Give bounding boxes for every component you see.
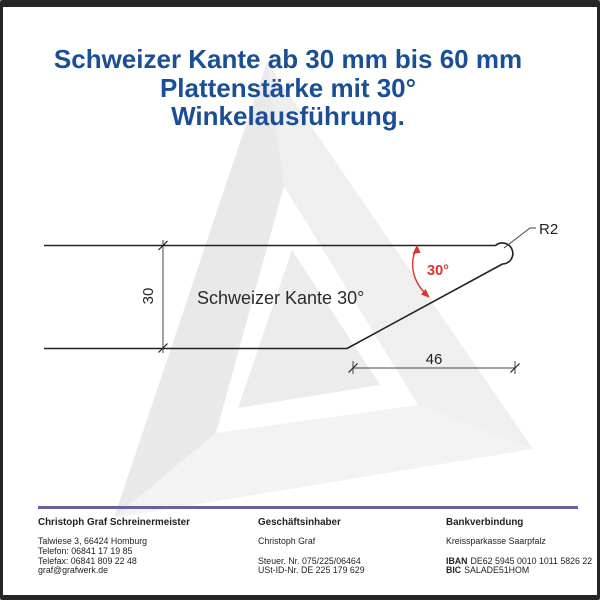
bic-value: SALADE51HOM (464, 565, 530, 576)
profile-label: Schweizer Kante 30° (197, 288, 365, 308)
owner-heading: Geschäftsinhaber (258, 517, 341, 528)
owner-name: Christoph Graf (258, 536, 316, 546)
thickness-dimension (159, 240, 168, 353)
footer-company-column (38, 517, 243, 576)
iban-value: DE62 5945 0010 1011 5826 22 (470, 555, 593, 566)
bank-heading: Bankverbindung (446, 517, 524, 528)
iban-label: IBAN (446, 555, 468, 566)
company-name: Christoph Graf Schreinermeister (38, 517, 190, 528)
page-title (0, 45, 576, 131)
bic-line (446, 566, 598, 576)
thickness-dimension-value: 30 (140, 287, 157, 305)
bic-label: BIC (446, 565, 462, 576)
company-phone: Telefon: 06841 17 19 85 (38, 545, 133, 556)
tax-number: Steuer. Nr. 075/225/06464 (258, 555, 361, 566)
company-fax: Telefax: 06841 809 22 48 (38, 555, 137, 566)
footer-bank-column (446, 517, 598, 576)
page-title-line3: Winkelausführung. (171, 101, 405, 131)
chamfer-width-dimension-value: 46 (425, 351, 443, 368)
radius-label: R2 (539, 221, 559, 238)
company-address: Talwiese 3, 66424 Homburg (38, 536, 148, 546)
company-email: graf@grafwerk.de (38, 565, 109, 576)
page-title-line2: Plattenstärke mit 30° (159, 72, 417, 103)
angle-label: 30° (427, 263, 449, 279)
bank-name: Kreissparkasse Saarpfalz (446, 536, 546, 546)
footer-owner-column (258, 517, 438, 576)
footer-separator-rule (38, 506, 578, 509)
vat-id: USt-ID-Nr. DE 225 179 629 (258, 565, 365, 576)
page-title-line1: Schweizer Kante ab 30 mm bis 60 mm (53, 44, 523, 74)
